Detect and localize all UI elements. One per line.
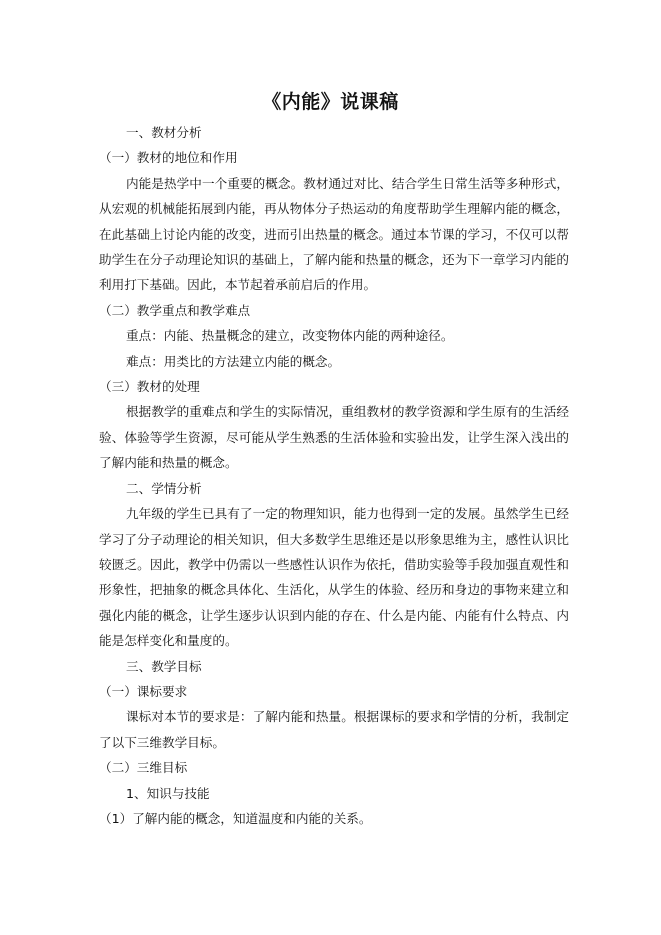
body-paragraph: 课标对本节的要求是：了解内能和热量。根据课标的要求和学情的分析，我制定了以下三维教学目标。 [99, 709, 569, 750]
section-subheading: （一）教材的地位和作用 [99, 150, 238, 166]
section-subheading: （二）三维目标 [99, 760, 188, 776]
body-paragraph: 根据教学的重难点和学生的实际情况，重组教材的教学资源和学生原有的生活经验、体验等学生资源，尽可能从学生熟悉的生活体验和实验出发，让学生深入浅出的了解内能和热量的概念。 [99, 404, 569, 471]
section-heading: 一、教材分析 [126, 125, 202, 140]
document-title: 《内能》说课稿 [262, 91, 399, 113]
body-paragraph: 难点：用类比的方法建立内能的概念。 [126, 353, 341, 369]
section-heading: 三、教学目标 [126, 658, 202, 674]
section-heading: 1、知识与技能 [126, 785, 210, 801]
section-subheading: （1）了解内能的概念，知道温度和内能的关系。 [99, 810, 372, 826]
body-paragraph: 九年级的学生已具有了一定的物理知识，能力也得到一定的发展。虽然学生已经学习了分子动理论的相关知识，但大多数学生思维还是以形象思维为主，感性认识比较匮乏。因此，教学中仍需以一些感性认识作为依托，借助实验等手段加强直观性和形象性，把抽象的概念具体化、生活化，从学生的体验、经历和身边的事物来建立和强化内能的概念，让学生逐步认识到内能的存在、什么是内能、内能有什么特点、内能是怎样变化和量度的。 [99, 506, 569, 649]
section-subheading: （三）教材的处理 [99, 379, 200, 395]
section-subheading: （二）教学重点和教学难点 [99, 302, 251, 318]
document-body [99, 120, 569, 831]
section-heading: 二、学情分析 [126, 480, 202, 496]
body-paragraph: 重点：内能、热量概念的建立，改变物体内能的两种途径。 [126, 328, 454, 344]
body-paragraph: 内能是热学中一个重要的概念。教材通过对比、结合学生日常生活等多种形式，从宏观的机械能拓展到内能，再从物体分子热运动的角度帮助学生理解内能的概念，在此基础上讨论内能的改变，进而引出热量的概念。通过本节课的学习，不仅可以帮助学生在分子动理论知识的基础上，了解内能和热量的概念，还为下一章学习内能的利用打下基础。因此，本节起着承前启后的作用。 [99, 175, 569, 293]
section-subheading: （一）课标要求 [99, 683, 188, 699]
